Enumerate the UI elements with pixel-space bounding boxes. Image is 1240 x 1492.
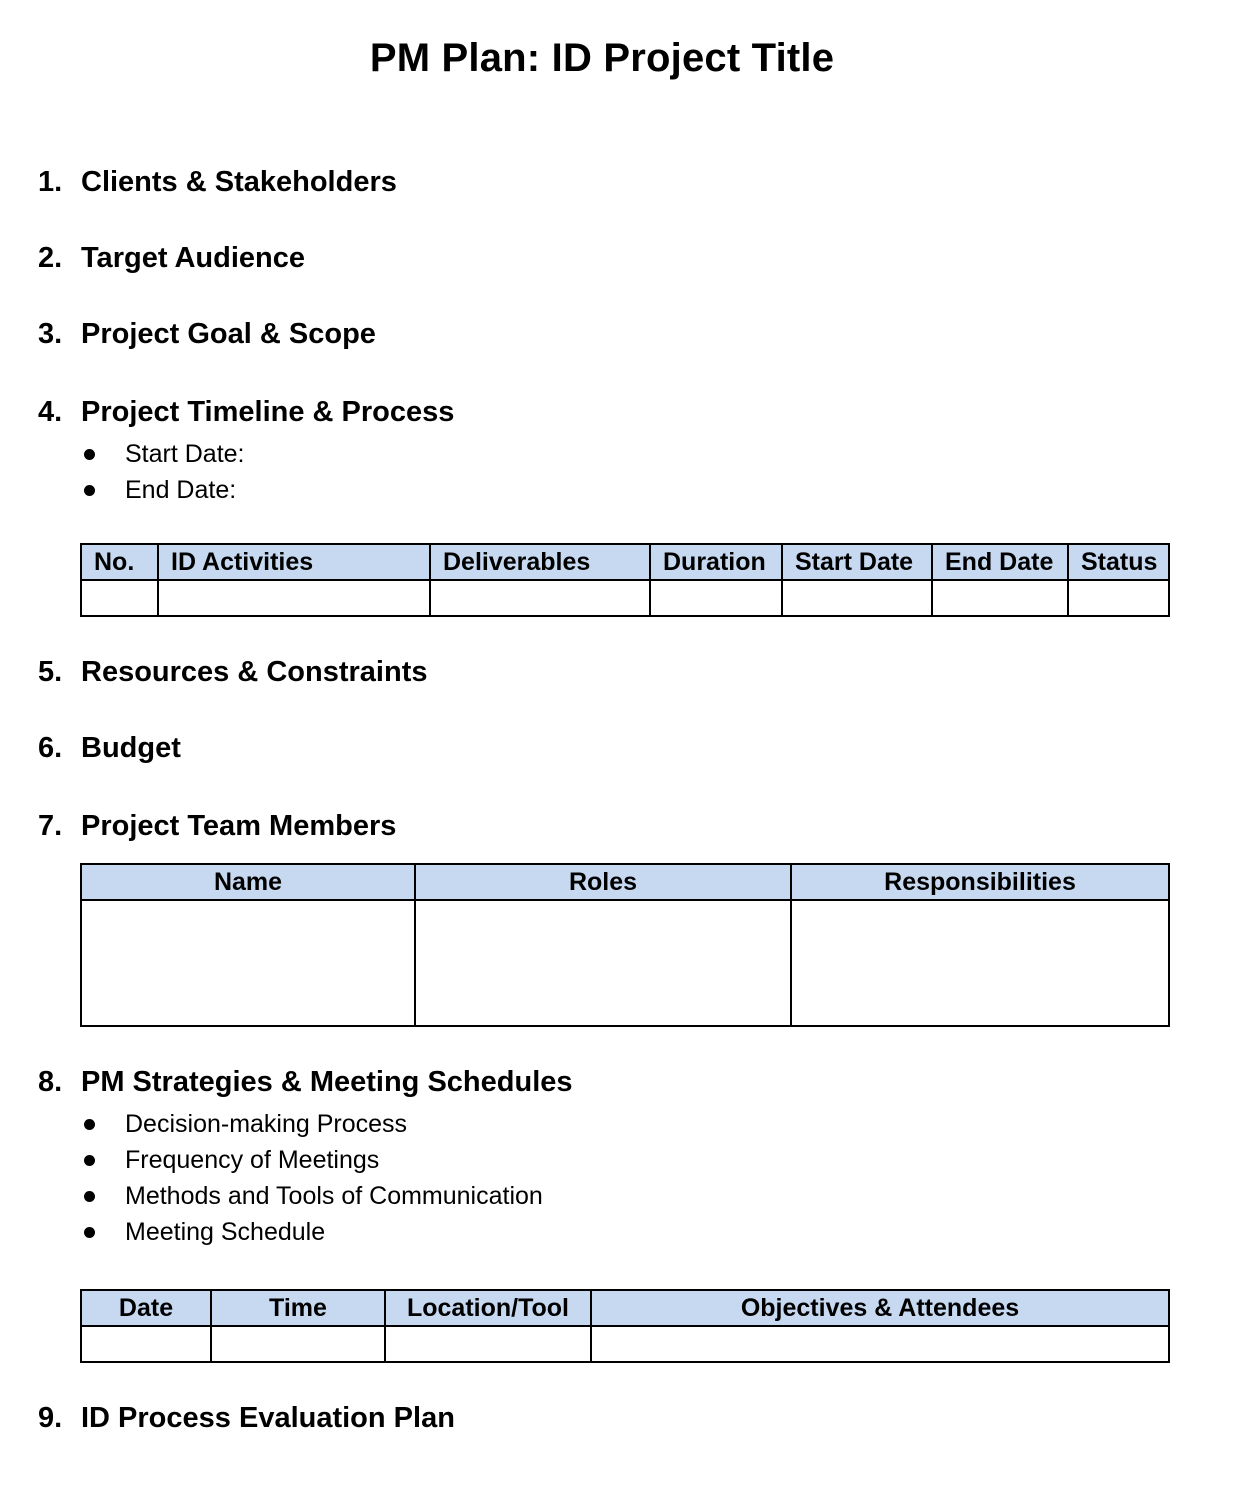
table-row [81, 900, 1169, 1026]
section-number: 8. [38, 1066, 63, 1098]
team-members-table [80, 863, 1170, 1027]
table-cell[interactable] [415, 900, 791, 1026]
table-cell[interactable] [211, 1326, 385, 1362]
header-name: Name [81, 864, 415, 900]
table-cell[interactable] [791, 900, 1169, 1026]
section-label: Project Timeline & Process [81, 396, 455, 428]
header-end-date: End Date [932, 544, 1068, 580]
table-cell[interactable] [782, 580, 932, 616]
section-label: Project Goal & Scope [81, 318, 376, 350]
section-label: ID Process Evaluation Plan [81, 1402, 455, 1434]
document-title: PM Plan: ID Project Title [369, 36, 835, 80]
section-label: Target Audience [81, 242, 305, 274]
section-heading-project-timeline-process [38, 396, 454, 429]
bullet-start-date: Start Date: [80, 436, 245, 472]
table-header-row [81, 1290, 1169, 1326]
section-heading-target-audience [38, 242, 305, 275]
section-label: Project Team Members [81, 810, 397, 842]
table-cell[interactable] [385, 1326, 591, 1362]
bullet-meeting-schedule: Meeting Schedule [80, 1214, 543, 1250]
table-cell[interactable] [158, 580, 430, 616]
header-location-tool: Location/Tool [385, 1290, 591, 1326]
section-label: Resources & Constraints [81, 656, 428, 688]
header-objectives-attendees: Objectives & Attendees [591, 1290, 1169, 1326]
section-heading-project-team-members [38, 810, 396, 843]
section-number: 2. [38, 242, 63, 274]
timeline-table [80, 543, 1170, 617]
header-date: Date [81, 1290, 211, 1326]
table-cell[interactable] [81, 900, 415, 1026]
section-heading-resources-constraints [38, 656, 428, 689]
table-cell[interactable] [81, 1326, 211, 1362]
section-number: 1. [38, 166, 63, 198]
section-number: 9. [38, 1402, 63, 1434]
table-cell[interactable] [1068, 580, 1169, 616]
section-label: Budget [81, 732, 181, 764]
header-id-activities: ID Activities [158, 544, 430, 580]
section-heading-budget [38, 732, 181, 765]
bullet-end-date: End Date: [80, 472, 245, 508]
bullet-frequency-of-meetings: Frequency of Meetings [80, 1142, 543, 1178]
table-row [81, 580, 1169, 616]
table-cell[interactable] [430, 580, 650, 616]
section-heading-pm-strategies-meeting-schedules [38, 1066, 573, 1099]
header-roles: Roles [415, 864, 791, 900]
table-cell[interactable] [591, 1326, 1169, 1362]
section-number: 5. [38, 656, 63, 688]
header-responsibilities: Responsibilities [791, 864, 1169, 900]
table-cell[interactable] [932, 580, 1068, 616]
section-number: 7. [38, 810, 63, 842]
bullet-methods-tools-communication: Methods and Tools of Communication [80, 1178, 543, 1214]
section-label: Clients & Stakeholders [81, 166, 397, 198]
header-time: Time [211, 1290, 385, 1326]
bullet-decision-making-process: Decision-making Process [80, 1106, 543, 1142]
header-status: Status [1068, 544, 1169, 580]
section-heading-clients-stakeholders [38, 166, 397, 199]
header-no: No. [81, 544, 158, 580]
header-deliverables: Deliverables [430, 544, 650, 580]
table-header-row [81, 544, 1169, 580]
section-number: 6. [38, 732, 63, 764]
section-label: PM Strategies & Meeting Schedules [81, 1066, 573, 1098]
section-heading-project-goal-scope [38, 318, 376, 351]
section-number: 3. [38, 318, 63, 350]
table-row [81, 1326, 1169, 1362]
strategies-bullet-list [80, 1106, 543, 1250]
header-start-date: Start Date [782, 544, 932, 580]
table-cell[interactable] [650, 580, 782, 616]
table-header-row [81, 864, 1169, 900]
timeline-bullet-list [80, 436, 245, 508]
table-cell[interactable] [81, 580, 158, 616]
header-duration: Duration [650, 544, 782, 580]
section-heading-id-process-evaluation-plan [38, 1402, 455, 1435]
section-number: 4. [38, 396, 63, 428]
meeting-schedule-table [80, 1289, 1170, 1363]
